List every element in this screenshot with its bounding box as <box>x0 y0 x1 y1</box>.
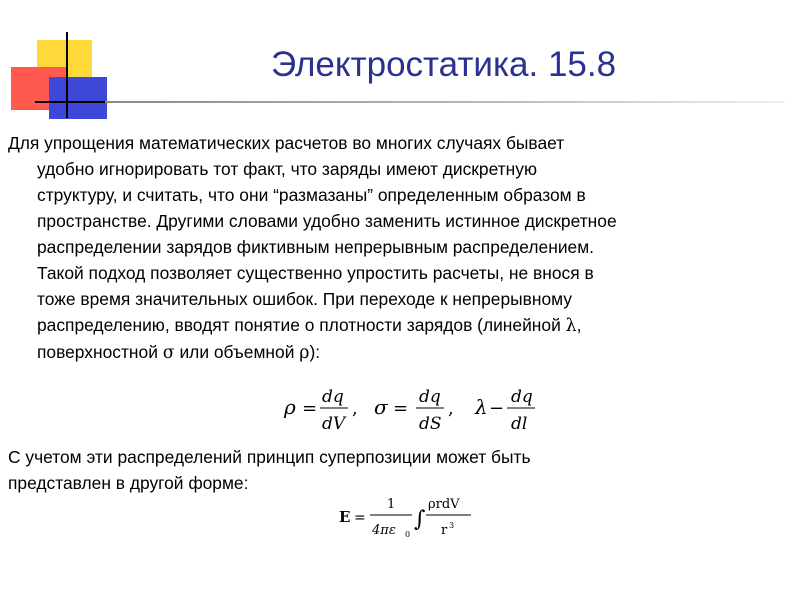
lambda-symbol: λ <box>475 395 488 419</box>
slide-title: Электростатика. 15.8 <box>271 45 617 84</box>
denominator-r: r <box>441 523 448 538</box>
paragraph-line: представлен в другой форме: <box>8 473 249 493</box>
denominator-dl: dl <box>511 414 528 434</box>
decor-horizontal-line <box>35 101 105 103</box>
comma: , <box>448 398 454 419</box>
denominator-4pi-eps: 4πε <box>372 523 396 538</box>
paragraph-line: удобно игнорировать тот факт, что заряды имеют дискретную <box>37 159 537 179</box>
paragraph-line: пространстве. Другими словами удобно заменить истинное дискретное <box>37 211 617 231</box>
paragraph-line: С учетом эти распределений принцип суперпозиции может быть <box>8 447 531 467</box>
numerator-dq: dq <box>419 387 441 407</box>
numerator-rho-r-dV: ρrdV <box>428 497 460 512</box>
paragraph-line <box>8 312 788 339</box>
body-paragraph <box>8 130 788 366</box>
equals-sign: = <box>393 398 409 419</box>
paragraph-line <box>8 339 788 366</box>
density-formulas <box>282 383 552 435</box>
line-text: , <box>576 315 582 335</box>
equals-sign: = <box>354 510 366 526</box>
rho-symbol: ρ <box>284 395 296 419</box>
paragraph-line: структуру, и считать, что они “размазаны” определенным образом в <box>37 185 586 205</box>
line-text: распределению, вводят понятие о плотности зарядов (линейной <box>37 315 561 335</box>
denominator-dV: dV <box>322 414 346 434</box>
body-paragraph <box>8 444 788 496</box>
field-E: E <box>339 508 351 526</box>
comma: , <box>352 398 358 419</box>
exponent-three: 3 <box>449 521 455 530</box>
minus-sign: − <box>489 398 505 419</box>
numerator-dq: dq <box>322 387 344 407</box>
title-underline <box>105 101 785 103</box>
lambda-symbol: λ <box>565 316 577 336</box>
numerator-dq: dq <box>511 387 533 407</box>
denominator-dS: dS <box>419 414 442 434</box>
equals-sign: = <box>302 398 318 419</box>
numerator-one: 1 <box>387 497 396 512</box>
subscript-zero: 0 <box>405 530 411 539</box>
decor-vertical-line <box>66 32 68 118</box>
line-text: поверхностной <box>37 342 158 362</box>
sigma-symbol: σ <box>374 395 388 419</box>
paragraph-line: тоже время значительных ошибок. При переходе к непрерывному <box>37 289 572 309</box>
decor-blue-square <box>49 77 107 119</box>
sigma-symbol: σ <box>162 343 175 363</box>
line-text: или объемной <box>179 342 295 362</box>
superposition-formula <box>337 490 487 546</box>
paragraph-line: Для упрощения математических расчетов во многих случаях бывает <box>8 133 565 153</box>
integral-sign: ∫ <box>414 507 426 532</box>
paragraph-line: распределении зарядов фиктивным непрерывным распределением. <box>37 237 595 257</box>
rho-symbol: ρ <box>299 343 310 363</box>
line-text: ): <box>309 342 321 362</box>
paragraph-line: Такой подход позволяет существенно упростить расчеты, не внося в <box>37 263 594 283</box>
